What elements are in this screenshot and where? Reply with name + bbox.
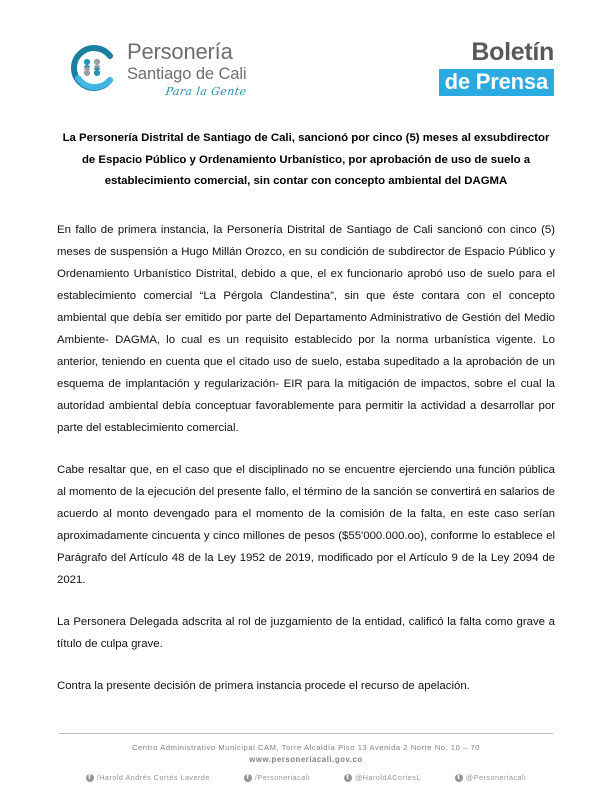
bulletin-subtitle: de Prensa: [439, 69, 554, 96]
body-paragraph: La Personera Delegada adscrita al rol de juzgamiento de la entidad, calificó la falta como grave a título de culpa grave.: [57, 616, 555, 650]
social-link-twitter-harold[interactable]: [344, 773, 421, 782]
body-paragraph: Cabe resaltar que, en el caso que el disciplinado no se encuentre ejerciendo una función pública al momento de la ejecución del presente fallo, el término de la sanción se convertirá en salarios de acuerdo al monto devengado para el momento de la comisión de la falta, en este caso serían aproximadamente cincuenta y cinco millones de pesos ($55'000.000.oo), conforme lo establece el Parágrafo del Artículo 48 de la Ley 1952 de 2019, modificado por el Artículo 9 de la Ley 2094 de 2021.: [57, 464, 555, 586]
page-title: La Personería Distrital de Santiago de Cali, sancionó por cinco (5) meses al exsubdirector de Espacio Público y Ordenamiento Urbanístico, por aprobación de uso de suelo a establecimiento comercial, sin contar con concepto ambiental del DAGMA: [62, 131, 550, 188]
twitter-icon: t: [455, 774, 463, 782]
body-paragraph: Contra la presente decisión de primera instancia procede el recurso de apelación.: [57, 680, 470, 692]
social-link-facebook-personeria[interactable]: [244, 773, 310, 782]
bulletin-title: Boletín: [471, 38, 554, 66]
document-header: [0, 28, 612, 108]
social-link-twitter-personeria[interactable]: [455, 773, 526, 782]
document-body: [57, 219, 555, 697]
brand-name-primary: Personería: [127, 39, 233, 65]
brand-tagline: Para la Gente: [164, 84, 248, 98]
document-footer: [0, 733, 612, 792]
personeria-brand-lockup: [66, 39, 246, 97]
facebook-icon: f: [244, 774, 252, 782]
brand-wordmark: [127, 39, 246, 97]
footer-website[interactable]: www.personeriacali.gov.co: [249, 755, 363, 764]
bulletin-badge: [439, 40, 554, 96]
social-handle: /Harold Andrés Cortés Laverde: [96, 773, 210, 782]
social-handle: /Personeriacali: [254, 773, 310, 782]
twitter-icon: t: [344, 774, 352, 782]
social-links-row: [0, 773, 612, 782]
footer-divider: [59, 733, 553, 734]
footer-address: Centro Administrativo Municipal CAM, Torre Alcaldía Piso 13 Avenida 2 Norte No. 10 – 70: [131, 743, 481, 753]
social-link-facebook-harold[interactable]: [86, 773, 210, 782]
facebook-icon: f: [86, 774, 94, 782]
brand-name-secondary: Santiago de Cali: [127, 65, 247, 84]
social-handle: @Personeriacali: [465, 773, 527, 782]
body-paragraph: En fallo de primera instancia, la Personería Distrital de Santiago de Cali sancionó con cinco (5) meses de suspensión a Hugo Millán Orozco, en su condición de subdirector de Espacio Público y Ordenamiento Urbanístico Distrital, debido a que, el ex funcionario aprobó uso de suelo para el establecimiento comercial “La Pérgola Clandestina”, sin que éste contara con el concepto ambiental que debía ser emitido por parte del Departamento Administrativo de Gestión del Medio Ambiente- DAGMA, lo cual es un requisito establecido por la norma urbanística vigente. Lo anterior, teniendo en cuenta que el citado uso de suelo, estaba supeditado a la aprobación de un esquema de implantación y regularización- EIR para la mitigación de impactos, sobre el cual la autoridad ambiental debía conceptuar favorablemente para permitir la actividad a desarrollar por parte del establecimiento comercial.: [57, 224, 555, 434]
personeria-circular-logo-icon: [66, 42, 118, 94]
social-handle: @HaroldACortesL: [354, 773, 421, 782]
